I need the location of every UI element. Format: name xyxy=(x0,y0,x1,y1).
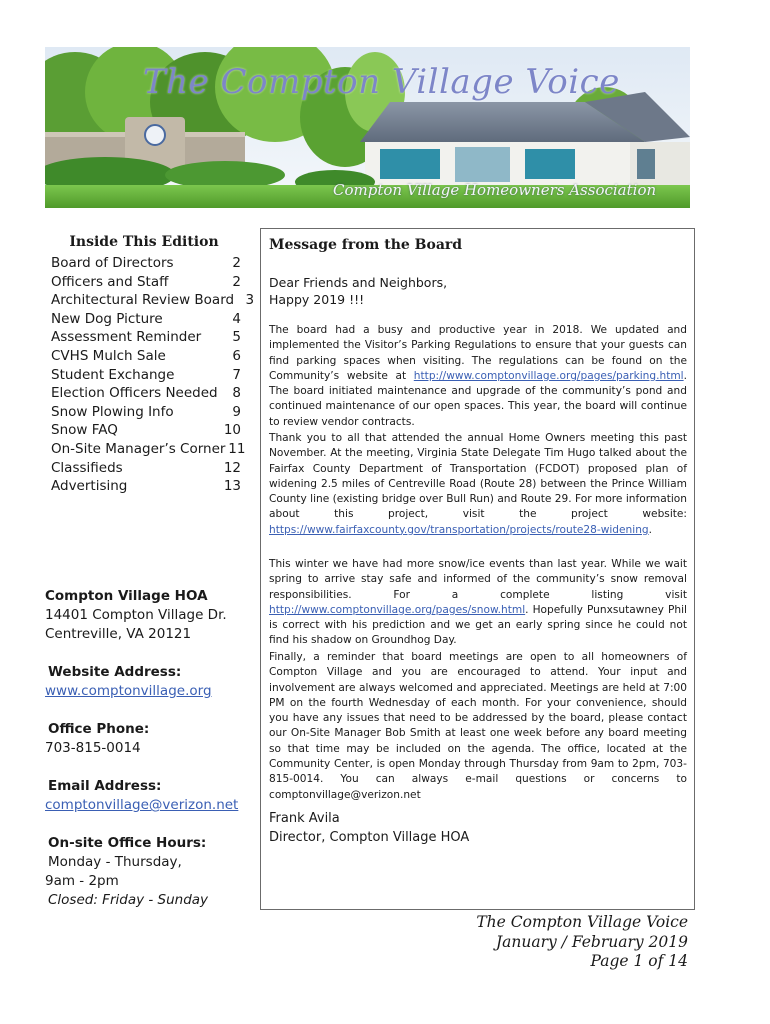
toc-item-label: Assessment Reminder xyxy=(51,329,202,346)
paragraph-text: Thank you to all that attended the annual Home Owners meeting this past November. At the meeting, Virginia State Delegate Tim Hugo talked about the Fairfax County Department of Transportation (FCDOT) proposed plan of widening 2.5 miles of Centreville Road (Route 28) between the Prince William County line (existing bridge over Bull Run) and Route 29. For more information about this project, visit the project website: xyxy=(269,432,687,521)
address-line-2: Centreville, VA 20121 xyxy=(45,626,192,642)
phone-label: Office Phone: xyxy=(48,721,150,737)
website-label: Website Address: xyxy=(48,664,182,680)
toc-item-page: 9 xyxy=(232,403,241,420)
paragraph-text: . xyxy=(648,523,653,536)
toc-item-page: 12 xyxy=(223,459,241,476)
toc-item-label: Snow Plowing Info xyxy=(51,403,174,420)
greeting xyxy=(269,274,447,308)
toc-item[interactable] xyxy=(51,384,241,403)
toc-item-page: 8 xyxy=(232,385,241,402)
association-name: Compton Village Homeowners Association xyxy=(333,181,657,199)
signer-title: Director, Compton Village HOA xyxy=(269,830,470,845)
toc-item-page: 2 xyxy=(232,273,241,290)
toc-item[interactable] xyxy=(51,347,241,366)
board-message-box xyxy=(260,228,695,910)
email-link[interactable]: comptonvillage@verizon.net xyxy=(45,797,239,813)
toc-item[interactable] xyxy=(51,477,241,496)
website-link[interactable]: www.comptonvillage.org xyxy=(45,683,212,699)
toc-item-label: Election Officers Needed xyxy=(51,385,218,402)
footer-page-number: Page 1 of 14 xyxy=(590,952,688,970)
parking-link[interactable]: http://www.comptonvillage.org/pages/parking.html xyxy=(413,369,684,382)
toc-item-label: Advertising xyxy=(51,478,128,495)
toc-item-page: 11 xyxy=(228,440,246,457)
toc-item-label: Classifieds xyxy=(51,459,123,476)
toc-item-label: Board of Directors xyxy=(51,255,174,271)
toc-item[interactable] xyxy=(51,403,241,422)
hours-label: On-site Office Hours: xyxy=(48,835,207,851)
toc-item-label: New Dog Picture xyxy=(51,310,163,327)
message-title: Message from the Board xyxy=(269,237,463,253)
snow-link[interactable]: http://www.comptonvillage.org/pages/snow.html xyxy=(269,603,526,616)
toc-item-page: 5 xyxy=(232,329,241,346)
address-line-1: 14401 Compton Village Dr. xyxy=(45,607,227,623)
toc-item-page: 7 xyxy=(232,366,241,383)
signer-name: Frank Avila xyxy=(269,811,340,826)
message-paragraph xyxy=(269,557,687,649)
masthead-banner xyxy=(45,47,690,208)
table-of-contents xyxy=(51,234,255,496)
greeting-line: Happy 2019 !!! xyxy=(269,292,365,307)
toc-item[interactable] xyxy=(51,440,246,459)
toc-item-page: 13 xyxy=(223,478,241,495)
hoa-contact-info xyxy=(45,587,255,910)
toc-item[interactable] xyxy=(51,328,241,347)
paragraph-text: . The board initiated maintenance and upgrade of the community’s pond and continued maintenance of our open spaces. This year, the board will continue to review vendor contracts. xyxy=(269,369,687,428)
toc-item-page: 6 xyxy=(232,347,241,364)
toc-item[interactable] xyxy=(51,459,241,478)
hours-time: 9am - 2pm xyxy=(45,873,119,889)
newsletter-title: The Compton Village Voice xyxy=(143,62,620,102)
toc-item-label: Officers and Staff xyxy=(51,273,169,290)
signature xyxy=(269,809,469,847)
toc-item-page: 2 xyxy=(232,255,241,271)
greeting-line: Dear Friends and Neighbors, xyxy=(269,275,448,290)
toc-item[interactable] xyxy=(51,273,241,292)
toc-item-label: CVHS Mulch Sale xyxy=(51,347,166,364)
toc-item[interactable] xyxy=(51,310,241,329)
toc-item-page: 4 xyxy=(232,310,241,327)
paragraph-text: This winter we have had more snow/ice events than last year. While we wait spring to arrive stay safe and informed of the community’s snow removal responsibilities. For a complete listing visit xyxy=(269,558,687,601)
toc-item-page: 3 xyxy=(245,292,255,309)
toc-item[interactable] xyxy=(51,366,241,385)
toc-item-label: Snow FAQ xyxy=(51,422,118,439)
phone-number: 703-815-0014 xyxy=(45,740,141,756)
toc-item[interactable] xyxy=(51,291,255,310)
toc-item-label: Student Exchange xyxy=(51,366,175,383)
paragraph-text: . Hopefully Punxsutawney Phil is correct with his prediction and we get an early spring since he could not find his shadow on Groundhog Day. xyxy=(269,603,687,647)
message-paragraph xyxy=(269,431,687,538)
toc-item-label: Architectural Review Board xyxy=(51,292,235,309)
toc-title: Inside This Edition xyxy=(69,234,219,250)
org-name: Compton Village HOA xyxy=(45,588,208,604)
hours-days: Monday - Thursday, xyxy=(48,854,182,870)
email-label: Email Address: xyxy=(48,778,162,794)
hours-closed: Closed: Friday - Sunday xyxy=(48,892,209,908)
page-footer xyxy=(476,913,688,972)
toc-item-page: 10 xyxy=(223,422,241,439)
toc-item[interactable] xyxy=(51,421,241,440)
message-paragraph: Finally, a reminder that board meetings are open to all homeowners of Compton Village and you are encouraged to attend. Your input and involvement are always welcomed and appreciated. Meetings are held at 7:00 PM on the fourth Wednesday of each month. For your convenience, should you have any issues that need to be addressed by the board, please contact our On-Site Manager Bob Smith at least one week before any board meeting so that time may be included on the agenda. The office, located at the Community Center, is open Monday through Thursday from 9am to 2pm, 703-815-0014. You can always e-mail questions or concerns to comptonvillage@verizon.net xyxy=(269,651,687,801)
toc-item-label: On-Site Manager’s Corner xyxy=(51,440,226,457)
footer-publication: The Compton Village Voice xyxy=(476,913,688,931)
paragraph-text: The board had a busy and productive year in 2018. We updated and implemented the Visitor’s Parking Regulations to ensure that your guests can find parking spaces when visiting. The regulations can be found on the Community’s website at xyxy=(269,324,687,382)
toc-item[interactable] xyxy=(51,254,241,273)
route28-link[interactable]: https://www.fairfaxcounty.gov/transportation/projects/route28-widening xyxy=(269,523,649,536)
message-paragraph xyxy=(269,323,687,430)
footer-issue: January / February 2019 xyxy=(495,932,688,951)
